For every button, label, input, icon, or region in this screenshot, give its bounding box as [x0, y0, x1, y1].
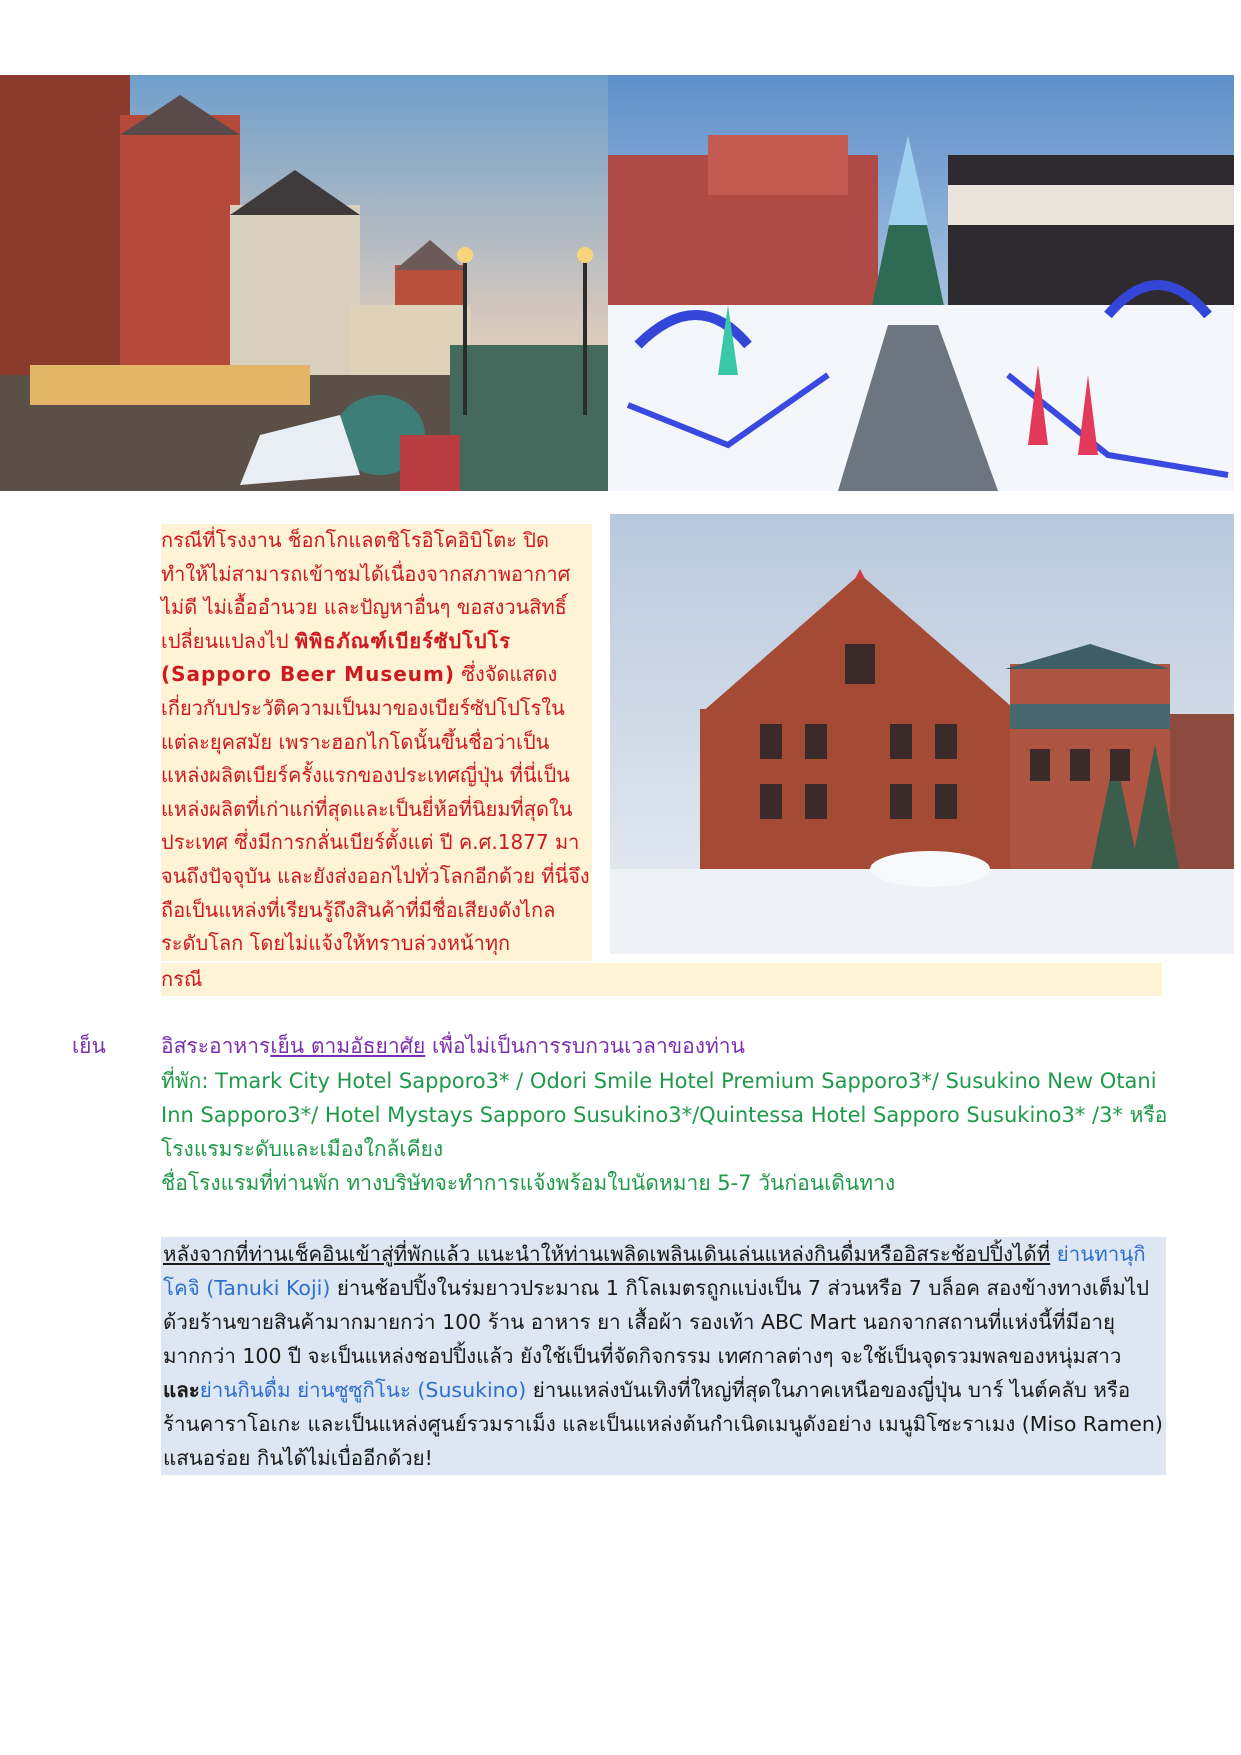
- tanuki-koji: ย่านทานุกิโคจิ (Tanuki Koji): [163, 1242, 1146, 1300]
- evening-post: เพื่อไม่เป็นการรบกวนเวลาของท่าน: [425, 1034, 745, 1058]
- hotel-info: [161, 1064, 1171, 1200]
- susukino: ย่านกินดื่ม ย่านซูซูกิโนะ (Susukino): [199, 1378, 527, 1402]
- evening-meal: [161, 1030, 1171, 1063]
- closure-notice: [161, 524, 592, 961]
- notice-text-tail: กรณี: [161, 967, 203, 991]
- winter-garden-photo: [608, 75, 1234, 491]
- shopping-tip: [161, 1237, 1166, 1475]
- evening-underlined: เย็น ตามอัธยาศัย: [270, 1034, 426, 1058]
- beer-museum-name: พิพิธภัณฑ์เบียร์ซัปโปโร (Sapporo Beer Museum): [161, 628, 512, 687]
- village-street-photo: [0, 75, 608, 491]
- tip-lead: หลังจากที่ท่านเช็คอินเข้าสู่ที่พักแล้ว แนะนำให้ท่านเพลิดเพลินเดินเล่นแหล่งกินดื่มหรืออิสระช้อปปิ้งได้ที่: [163, 1242, 1051, 1266]
- tip-desc-1: ย่านช้อปปิ้งในร่มยาวประมาณ 1 กิโลเมตรถูกแบ่งเป็น 7 ส่วนหรือ 7 บล็อค สองข้างทางเต็มไปด้วยร้านขายสินค้ามากมายกว่า 100 ร้าน อาหาร ยา เสื้อผ้า รองเท้า ABC Mart นอกจากสถานที่แห่งนี้ที่มีอายุมากกว่า 100 ปี จะเป็นแหล่งชอปปิ้งแล้ว ยังใช้เป็นที่จัดกิจกรรม เทศกาลต่างๆ จะใช้เป็นจุดรวมพลของหนุ่มสาว: [163, 1276, 1150, 1368]
- notice-text-1: กรณีที่โรงงาน ช็อกโกแลตชิโรอิโคอิบิโตะ ปิด ทำให้ไม่สามารถเข้าชมได้เนื่องจากสภาพอากาศไม่ดี ไม่เอื้ออำนวย และปัญหาอื่นๆ ขอสงวนสิทธิ์เปลี่ยนแปลงไป: [161, 528, 571, 653]
- tip-and: และ: [163, 1378, 200, 1402]
- notice-text-2: ซึ่งจัดแสดงเกี่ยวกับประวัติความเป็นมาของเบียร์ซัปโปโรในแต่ละยุคสมัย เพราะฮอกไกโดนั้นขึ้นชื่อว่าเป็นแหล่งผลิตเบียร์ครั้งแรกของประเทศญี่ปุ่น ที่นี่เป็นแหล่งผลิตที่เก่าแก่ที่สุดและเป็นยี่ห้อที่นิยมที่สุดในประเทศ ซึ่งมีการกลั่นเบียร์ตั้งแต่ ปี ค.ศ.1877 มาจนถึงปัจจุบัน และยังส่งออกไปทั่วโลกอีกด้วย ที่นี่จึงถือเป็นแหล่งที่เรียนรู้ถึงสินค้าที่มีชื่อเสียงดังไกลระดับโลก โดยไม่แจ้งให้ทราบล่วงหน้าทุก: [161, 662, 590, 956]
- closure-notice-tail: [161, 963, 1162, 996]
- hotel-notice: ชื่อโรงแรมที่ท่านพัก ทางบริษัทจะทำการแจ้งพร้อมใบนัดหมาย 5-7 วันก่อนเดินทาง: [161, 1171, 896, 1195]
- beer-museum-photo: [610, 514, 1234, 954]
- evening-label: เย็น: [72, 1034, 106, 1058]
- hotel-list: ที่พัก: Tmark City Hotel Sapporo3* / Odori Smile Hotel Premium Sapporo3*/ Susukino New Otani Inn Sapporo3*/ Hotel Mystays Sapporo Susukino3*/Quintessa Hotel Sapporo Susukino3* /3* หรือโรงแรมระดับและเมืองใกล้เคียง: [161, 1069, 1168, 1161]
- tip-desc-2: ย่านแหล่งบันเทิงที่ใหญ่ที่สุดในภาคเหนือของญี่ปุ่น บาร์ ไนต์คลับ หรือร้านคาราโอเกะ และเป็นแหล่งศูนย์รวมราเม็ง และเป็นแหล่งต้นกำเนิดเมนูดังอย่าง เมนูมิโซะราเมง (Miso Ramen) แสนอร่อย กินได้ไม่เบื่ออีกด้วย!: [163, 1378, 1163, 1470]
- evening-pre: อิสระอาหาร: [161, 1034, 271, 1058]
